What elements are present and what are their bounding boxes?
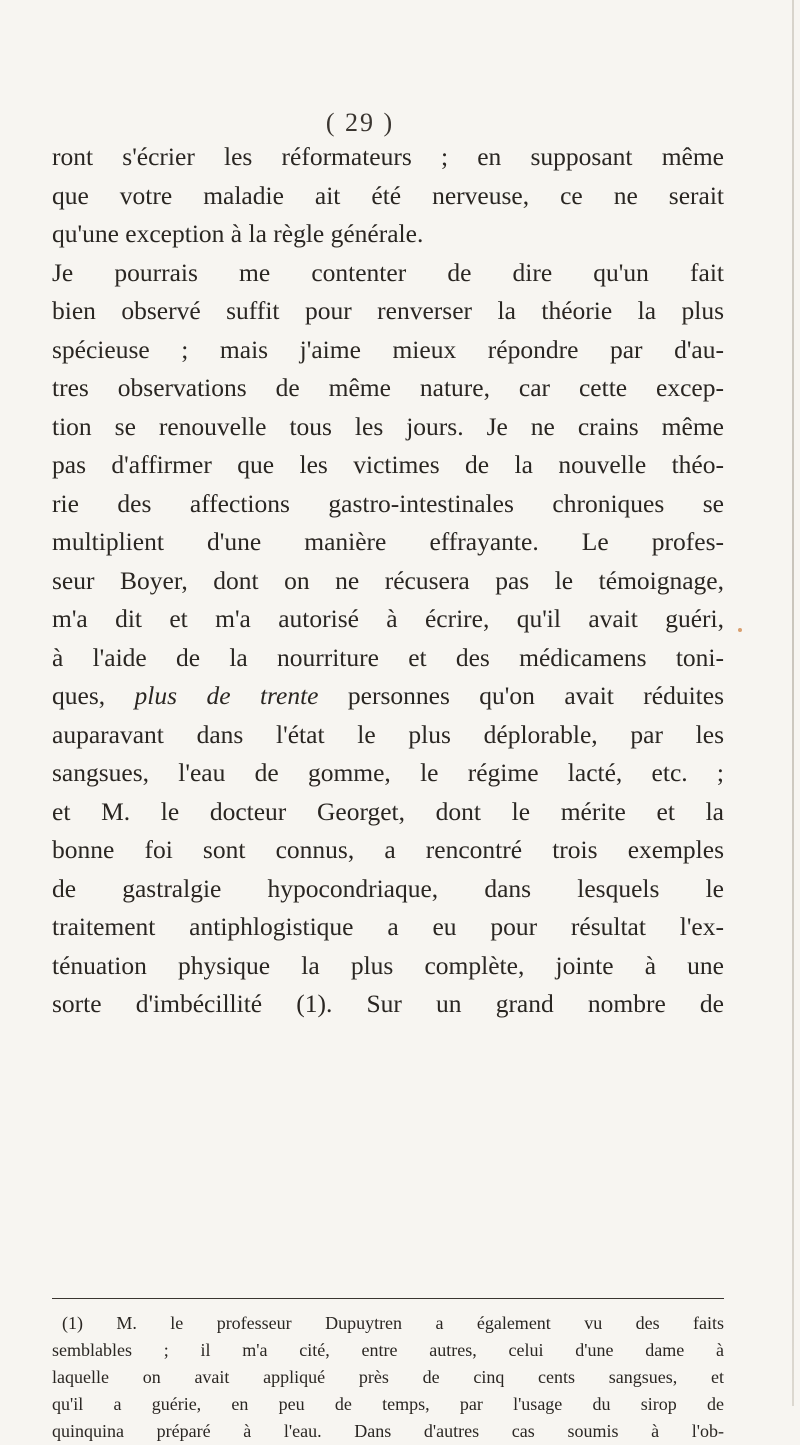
paper-speck [738,628,742,632]
text-line: qu'une exception à la règle générale. [52,219,424,248]
text-line: ténuation physique la plus complète, jointe à une [52,950,724,980]
text-line: ront s'écrier les réformateurs ; en supposant même [52,142,724,171]
text-line: à l'aide de la nourriture et des médicamens toni- [52,642,724,672]
main-text [52,138,724,1024]
text-line: bien observé suffit pour renverser la théorie la plus [52,296,724,325]
text-line: multiplient d'une manière effrayante. Le profes- [52,527,724,556]
text-line-italic-phrase [52,677,724,716]
text-line: bonne foi sont connus, a rencontré trois exemples [52,835,724,864]
italic-phrase: plus de trente [134,681,319,710]
text-line: Je pourrais me contenter de dire qu'un fait [52,257,724,287]
text-line: sangsues, l'eau de gomme, le régime lacté, etc. ; [52,758,724,787]
footnote-line: semblables ; il m'a cité, entre autres, celui d'une dame à [52,1340,724,1360]
text-line: sorte d'imbécillité (1). Sur un grand nombre de [52,989,724,1018]
text-segment: personnes qu'on avait réduites [318,681,724,710]
footnote-line: laquelle on avait appliqué près de cinq cents sangsues, et [52,1367,724,1387]
page-number: ( 29 ) [325,108,395,137]
text-line: spécieuse ; mais j'aime mieux répondre par d'au- [52,334,724,364]
text-segment: ques, [52,681,135,710]
footnote [52,1310,724,1445]
page-edge-divider [792,0,794,1406]
footnote-line: quinquina préparé à l'eau. Dans d'autres cas soumis à l'ob- [52,1421,724,1441]
text-line: traitement antiphlogistique a eu pour résultat l'ex- [52,912,724,941]
text-line: et M. le docteur Georget, dont le mérite et la [52,796,724,826]
text-line: de gastralgie hypocondriaque, dans lesquels le [52,873,724,903]
text-line: m'a dit et m'a autorisé à écrire, qu'il avait guéri, [52,604,724,633]
text-line: rie des affections gastro-intestinales chroniques se [52,488,724,518]
text-line: pas d'affirmer que les victimes de la nouvelle théo- [52,450,724,479]
text-line: auparavant dans l'état le plus déplorable, par les [52,719,724,749]
text-line: que votre maladie ait été nerveuse, ce ne serait [52,180,724,210]
text-line: tres observations de même nature, car cette excep- [52,373,724,402]
text-line: tion se renouvelle tous les jours. Je ne crains même [52,411,724,441]
footnote-separator [52,1298,724,1299]
text-line: seur Boyer, dont on ne récusera pas le témoignage, [52,565,724,595]
footnote-line: qu'il a guérie, en peu de temps, par l'usage du sirop de [52,1394,724,1414]
footnote-line: (1) M. le professeur Dupuytren a également vu des faits [62,1313,724,1333]
